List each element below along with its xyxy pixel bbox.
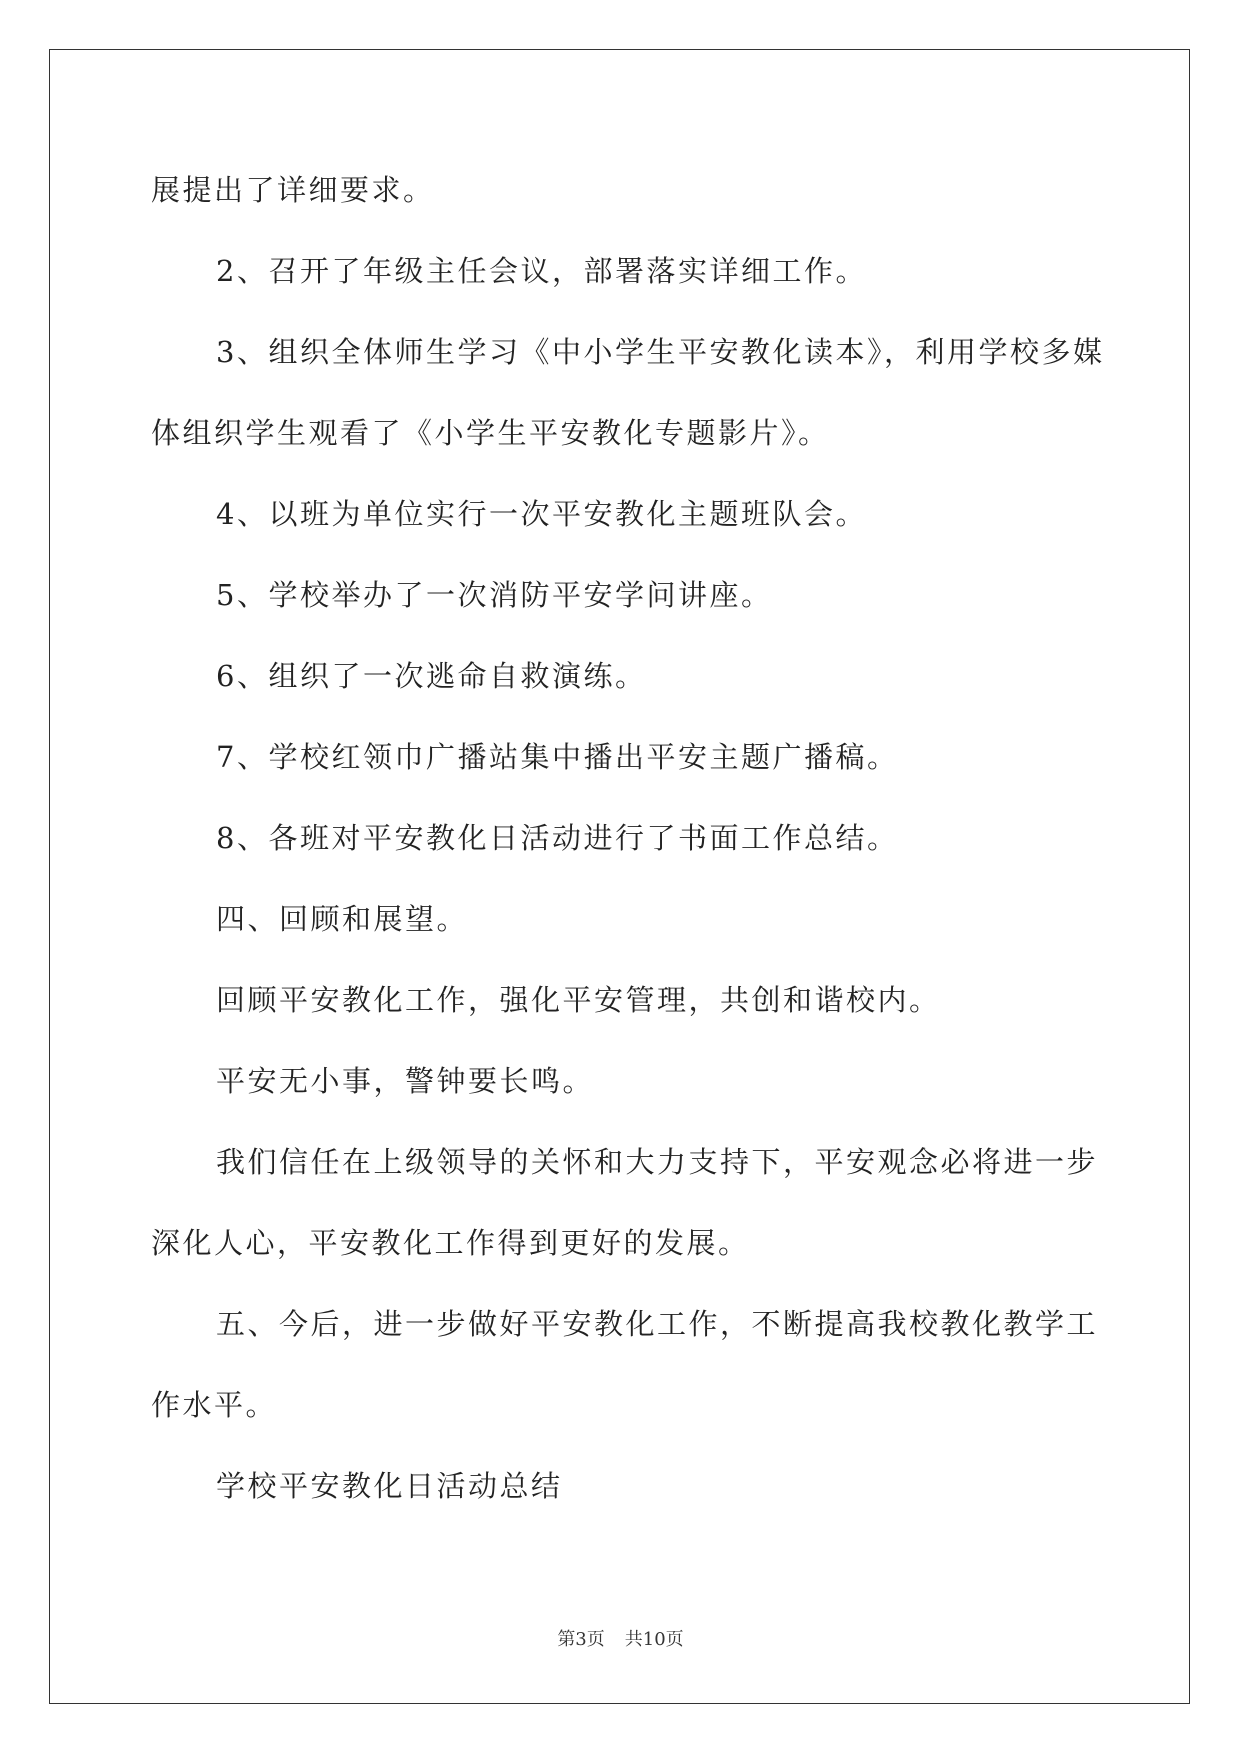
- text-line-9: 8、各班对平安教化日活动进行了书面工作总结。: [216, 821, 899, 855]
- section-heading-5: 五、今后，进一步做好平安教化工作，不断提高我校教化教学工: [216, 1307, 1099, 1341]
- text-line-2: 2、召开了年级主任会议，部署落实详细工作。: [216, 254, 867, 288]
- text-line-5: 4、以班为单位实行一次平安教化主题班队会。: [216, 497, 867, 531]
- page-footer: [0, 1628, 1241, 1652]
- text-line-6: 5、学校举办了一次消防平安学问讲座。: [216, 578, 773, 612]
- text-line-1: 展提出了详细要求。: [151, 173, 435, 207]
- page-total: 共10页: [624, 1629, 684, 1650]
- document-subtitle: 学校平安教化日活动总结: [216, 1469, 563, 1503]
- text-line-11: 回顾平安教化工作，强化平安管理，共创和谐校内。: [216, 983, 941, 1017]
- page-number: 第3页: [557, 1629, 605, 1650]
- document-body: [151, 150, 1105, 1527]
- text-line-16: 作水平。: [151, 1388, 278, 1422]
- text-line-14: 深化人心，平安教化工作得到更好的发展。: [151, 1226, 750, 1260]
- text-line-4: 体组织学生观看了《小学生平安教化专题影片》。: [151, 416, 830, 450]
- text-line-13: 我们信任在上级领导的关怀和大力支持下，平安观念必将进一步: [216, 1145, 1099, 1179]
- section-heading-4: 四、回顾和展望。: [216, 902, 469, 936]
- text-line-12: 平安无小事，警钟要长鸣。: [216, 1064, 595, 1098]
- text-line-7: 6、组织了一次逃命自救演练。: [216, 659, 647, 693]
- text-line-8: 7、学校红领巾广播站集中播出平安主题广播稿。: [216, 740, 899, 774]
- text-line-3: 3、组织全体师生学习《中小学生平安教化读本》，利用学校多媒: [216, 335, 1105, 369]
